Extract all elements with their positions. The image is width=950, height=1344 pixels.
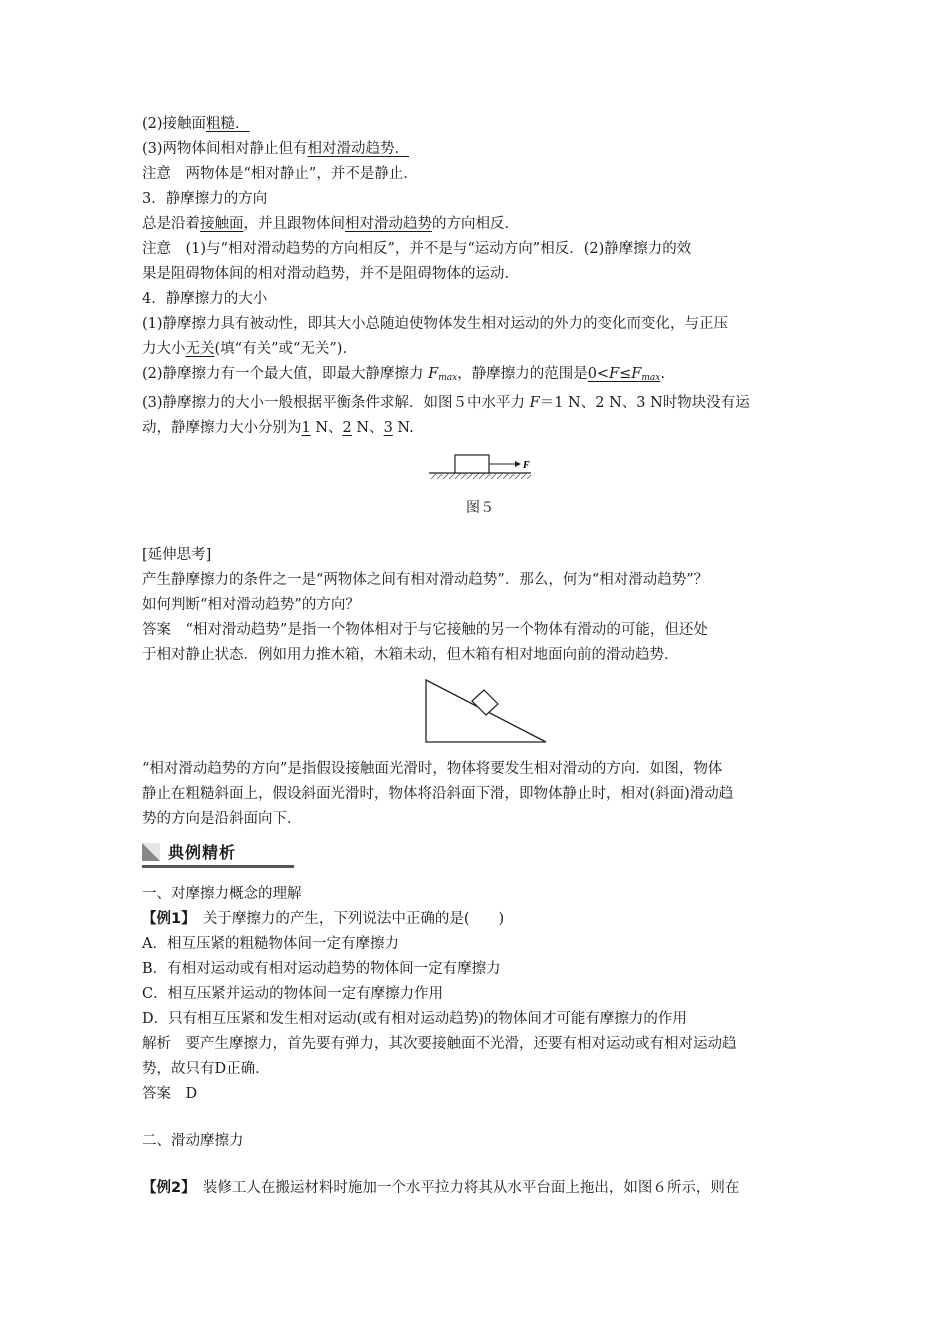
answer-blank: 1 (301, 420, 311, 436)
text-run: ，静摩擦力的范围是 (457, 366, 588, 382)
part-heading: 一、对摩擦力概念的理解 (142, 886, 302, 902)
subscript: max (641, 373, 661, 383)
text-line (142, 362, 818, 391)
symbol: F (609, 366, 620, 382)
answer-blank: 2 (342, 420, 352, 436)
section-header (142, 840, 818, 870)
answer-blank: 相对滑动趋势 (345, 216, 432, 232)
text-run: 关于摩擦力的产生，下列说法中正确的是( ) (202, 911, 505, 927)
figure-caption: 图５ (466, 500, 494, 516)
text-run: N. (392, 420, 414, 436)
text-run: N、 (351, 420, 384, 436)
note-line: 注意 (1)与“相对滑动趋势的方向相反”，并不是与“运动方向”相反．(2)静摩擦力的效 (142, 241, 692, 257)
section-title: 典例精析 (168, 843, 237, 862)
option-b: B．有相对运动或有相对运动趋势的物体间一定有摩擦力 (142, 961, 501, 977)
option-a: A．相互压紧的粗糙物体间一定有摩擦力 (142, 936, 399, 952)
block-force-diagram (425, 449, 535, 485)
answer-line: 答案 “相对滑动趋势”是指一个物体相对于与它接触的另一个物体有滑动的可能，但还处 (142, 622, 708, 638)
example-tag: 【例2】 (142, 1180, 189, 1196)
answer-blank: 接触面 (200, 216, 244, 232)
example-tag: 【例1】 (142, 911, 189, 927)
block (455, 455, 489, 473)
question-line: 产生静摩擦力的条件之一是“两物体之间有相对滑动趋势”．那么，何为“相对滑动趋势”？ (142, 572, 709, 588)
text-run: (3)静摩擦力的大小一般根据平衡条件求解．如图５中水平力 (142, 395, 530, 411)
figure-5 (142, 449, 818, 494)
section-rule (142, 865, 294, 868)
text-line (142, 337, 818, 362)
text-line: 静止在粗糙斜面上，假设斜面光滑时，物体将沿斜面下滑，即物体静止时，相对(斜面)滑动趋 (142, 786, 734, 802)
answer-blank: 相对滑动趋势． (307, 141, 410, 157)
symbol: F (428, 366, 439, 382)
option-d: D．只有相互压紧和发生相对运动(或有相对运动趋势)的物体间才可能有摩擦力的作用 (142, 1011, 687, 1027)
text-line: “相对滑动趋势的方向”是指假设接触面光滑时，物体将要发生相对滑动的方向．如图，物体 (142, 761, 723, 777)
text-line: 势的方向是沿斜面向下． (142, 811, 302, 827)
option-c: C．相互压紧并运动的物体间一定有摩擦力作用 (142, 986, 444, 1002)
text-line (142, 212, 818, 237)
text-run: ，并且跟物体间 (243, 216, 345, 232)
answer-blank: 粗糙． (206, 116, 250, 132)
text-run: ＝1 N、2 N、3 N时物块没有运 (539, 395, 750, 411)
part-heading: 二、滑动摩擦力 (142, 1133, 244, 1149)
text-run: 动，静摩擦力大小分别为 (142, 420, 302, 436)
document-page (142, 112, 818, 1201)
subsection-heading: 3．静摩擦力的方向 (142, 191, 268, 207)
answer-line: 答案 D (142, 1086, 198, 1102)
symbol: F (529, 395, 540, 411)
text-run: 0< (587, 366, 610, 382)
answer-blank (588, 366, 661, 382)
answer-blank: 无关 (185, 341, 215, 357)
text-line (142, 137, 818, 162)
arrow-head-icon (515, 461, 521, 467)
text-run: ≤ (619, 366, 632, 382)
text-line: 果是阻碍物体间的相对滑动趋势，并不是阻碍物体的运动． (142, 266, 519, 282)
text-run: 的方向相反． (432, 216, 519, 232)
ground-hatching (431, 473, 531, 479)
text-run: N、 (310, 420, 343, 436)
text-run: (2)静摩擦力有一个最大值，即最大静摩擦力 (142, 366, 429, 382)
section-corner-icon (142, 843, 160, 861)
incline-diagram (422, 676, 552, 746)
subscript: max (438, 373, 458, 383)
text-run: 力大小 (142, 341, 186, 357)
symbol: F (631, 366, 642, 382)
example-question (142, 1176, 818, 1201)
text-line (142, 391, 818, 416)
text-line: (1)静摩擦力具有被动性，即其大小总随迫使物体发生相对运动的外力的变化而变化，与正压 (142, 316, 729, 332)
text-run: . (660, 366, 665, 382)
extension-heading: [延伸思考] (142, 547, 212, 563)
note-line: 注意 两物体是“相对静止”，并不是静止． (142, 166, 418, 182)
example-question (142, 907, 818, 932)
answer-blank: 3 (383, 420, 393, 436)
force-label: F (523, 460, 530, 471)
text-run: 总是沿着 (142, 216, 200, 232)
analysis-line: 解析 要产生摩擦力，首先要有弹力，其次要接触面不光滑，还要有相对运动或有相对运动趋 (142, 1036, 737, 1052)
text-run: (填“有关”或“无关”)． (214, 341, 357, 357)
text-line (142, 112, 818, 137)
text-run: 装修工人在搬运材料时施加一个水平拉力将其从水平台面上拖出，如图６所示，则在 (202, 1180, 740, 1196)
text-line (142, 416, 818, 441)
text-run: (2)接触面 (142, 116, 207, 132)
subsection-heading: 4．静摩擦力的大小 (142, 291, 268, 307)
text-run: (3)两物体间相对静止但有 (142, 141, 308, 157)
analysis-line: 势，故只有D正确． (142, 1061, 270, 1077)
incline-figure (142, 676, 818, 755)
answer-line: 于相对静止状态．例如用力推木箱，木箱未动，但木箱有相对地面向前的滑动趋势． (142, 647, 679, 663)
question-line: 如何判断“相对滑动趋势”的方向？ (142, 597, 360, 613)
